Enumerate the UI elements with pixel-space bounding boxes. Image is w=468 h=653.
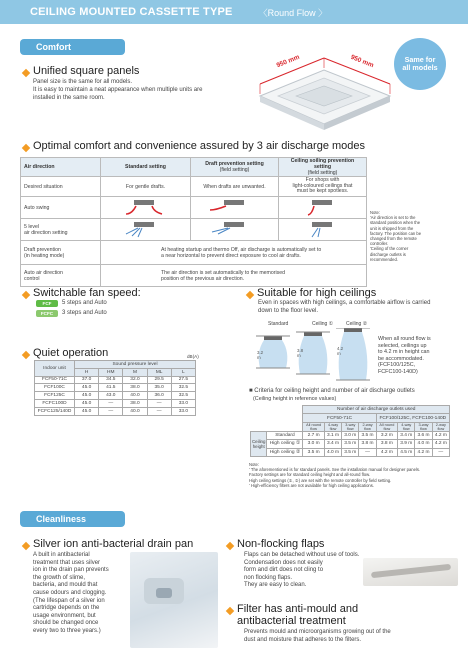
bullet-icon xyxy=(22,351,30,359)
swing-icon-ceiling xyxy=(279,197,367,219)
bullet-icon xyxy=(246,291,254,299)
same-for-all-badge: Same for all models xyxy=(394,38,446,90)
label-ceiling-1: Ceiling ① xyxy=(312,321,334,327)
height-ceiling-1: 3.8 m xyxy=(297,348,304,358)
bullet-icon xyxy=(226,542,234,550)
bullet-icon xyxy=(226,607,234,615)
ceiling-criteria-table: Number of air discharge outlets used FCF50-71C FCF100/125C, FCFC100-140D All round flow 4-way flow 3-way flow 2-way flow All round flow 4-way flow 3-way flow 2-way flow Ceiling height Standard 2.7 m 3.1 m 3.0 m 3.5 m 3.2 m 3.4 m 3.6 m 4.2 m High ceiling ① 3.0 m 3.4 m 3.5 m 3.8 m 3.8 m 3.9 m 4.0 m 4.2 m High ceiling ② 3.5 m 4.0 m 3.5 m — 4.2 m 4.5 m 4.2 m — xyxy=(250,405,450,457)
table-row: FCFC100D 45.0 — 38.0 — 33.0 xyxy=(35,399,196,407)
nonflock-text: Flaps can be detached without use of tools. Condensation does not easily form and dirt does not cling to non flocking flaps. They are easy to clean. xyxy=(244,552,360,589)
table-row: FCF125C 45.0 43.0 40.0 36.0 32.5 xyxy=(35,392,196,400)
ceiling-airflow-illustration xyxy=(256,328,376,384)
silver-heading: Silver ion anti-bacterial drain pan xyxy=(33,538,194,550)
label-ceiling-2: Ceiling ② xyxy=(346,321,368,327)
filter-text: Prevents mould and microorganisms growing out of the dust and moisture that adheres to the filters. xyxy=(244,629,391,643)
dimension-b: 950 mm xyxy=(349,53,375,70)
fcfc-badge: FCFC xyxy=(36,310,58,317)
quiet-heading: Quiet operation xyxy=(33,347,109,359)
table-row: Ceiling height Standard 2.7 m 3.1 m 3.0 m 3.5 m 3.2 m 3.4 m 3.6 m 4.2 m xyxy=(251,431,450,439)
ceilings-line2: down to the floor level. xyxy=(258,308,319,314)
bullet-icon xyxy=(22,144,30,152)
bullet-icon xyxy=(22,291,30,299)
page-title: CEILING MOUNTED CASSETTE TYPE xyxy=(30,6,233,18)
air-discharge-table: Air direction Standard setting Draft prevention setting (field setting) Ceiling soiling prevention setting (field setting) Desired situation For gentle drafts. When drafts are unwanted. For shops with light-coloured ceilings that must be kept spotless. Auto swing 5 level air direction setting Draft prevention (in heating mode) At heating startup and thermo Off, air discharge is automatically set to a near horizontal to prevent direct exposure to cool air drafts. Auto air direction control The air direction is set automatically to the memorised position of the previous air direction. xyxy=(20,157,367,287)
fcf-badge: FCF xyxy=(36,300,58,307)
section-comfort xyxy=(20,39,125,55)
section-cleanliness-label: Cleanliness xyxy=(36,514,87,524)
quiet-unit: dB(A) xyxy=(187,354,199,359)
bullet-icon xyxy=(22,542,30,550)
page-header xyxy=(0,0,468,24)
table-row: FCF100C 45.0 41.5 38.0 35.0 32.5 xyxy=(35,384,196,392)
nonflock-heading: Non-flocking flaps xyxy=(237,538,325,550)
criteria-subtitle: (Ceiling height in reference values) xyxy=(253,396,337,402)
bullet-icon xyxy=(22,69,30,77)
table-row: High ceiling ② 3.5 m 4.0 m 3.5 m — 4.2 m 4.5 m 4.2 m — xyxy=(251,448,450,456)
criteria-title: ■ Criteria for ceiling height and number of air discharge outlets xyxy=(249,388,415,394)
unified-heading: Unified square panels xyxy=(33,65,140,77)
label-standard: Standard xyxy=(268,321,289,327)
fcf-text: 5 steps and Auto xyxy=(62,300,107,306)
ceilings-notes: Note: ' The aforementioned is for standard panels. See the installation manual for designer panels. Factory settings are for standard ceiling height and all-round flow. High ceiling settings (①, ②) are set with the remote controller by field setting. ' High-efficiency filters are not available for high ceiling applications. xyxy=(249,462,421,488)
section-comfort-label: Comfort xyxy=(36,42,71,52)
filter-heading: Filter has anti-mould and antibacterial treatment xyxy=(237,603,359,627)
optimal-heading: Optimal comfort and convenience assured by 3 air discharge modes xyxy=(33,140,366,152)
swing-icon-standard xyxy=(101,197,191,219)
swing-icon-draft xyxy=(191,197,279,219)
drain-pan-photo xyxy=(130,552,218,648)
quiet-table: Indoor unit Sound pressure level H HM M ML L FCF50-71C 37.0 34.5 32.0 29.5 27.5 FCF100C 45.0 41.5 38.0 35.0 32.5 FCF125C 45.0 43.0 40.0 36.0 32.5 FCFC100D 45.0 — 38.0 — 33.0 FCFC125/140D 45.0 — 40.0 — 33.0 xyxy=(34,360,196,416)
page-subtitle: 〈Round Flow 〉 xyxy=(258,7,328,18)
ceilings-line1: Even in spaces with high ceilings, a comfortable airflow is carried xyxy=(258,300,431,306)
silver-text: A built in antibacterial treatment that uses silver ion in the drain pan prevents the growth of slime, bacteria, and mould that cause odours and clogging. (The lifespan of a silver ion cartridge depends on the usage environment, but should be changed once every two to three years.) xyxy=(33,552,109,634)
ceilings-heading: Suitable for high ceilings xyxy=(257,287,377,299)
table-row: FCF50-71C 37.0 34.5 32.0 29.5 27.5 xyxy=(35,376,196,384)
fan-heading: Switchable fan speed: xyxy=(33,287,141,299)
ceilings-side-text: When all round flow is selected, ceilings up to 4.2 m in height can be accommodated. (FCF100/125C, FCFC100-140D) xyxy=(378,336,431,375)
cassette-panel-illustration xyxy=(252,50,398,136)
height-ceiling-2: 4.2 m xyxy=(337,346,344,356)
fcfc-text: 3 steps and Auto xyxy=(62,310,107,316)
table-row: FCFC125/140D 45.0 — 40.0 — 33.0 xyxy=(35,407,196,415)
flap-photo xyxy=(363,558,458,586)
optimal-note: Note: 'Air direction is set to the standard position when the unit is shipped from the factory. The position can be changed from the remote controller. 'Ceiling of the corner discharge outlets is recommended. xyxy=(370,210,422,262)
unified-line2: It is easy to maintain a neat appearance when multiple units are xyxy=(33,87,203,93)
unified-line3: installed in the same room. xyxy=(33,95,105,101)
section-cleanliness xyxy=(20,511,125,527)
dimension-a: 950 mm xyxy=(275,53,301,70)
height-standard: 3.2 m xyxy=(257,350,264,360)
table-row: High ceiling ① 3.0 m 3.4 m 3.5 m 3.8 m 3.8 m 3.9 m 4.0 m 4.2 m xyxy=(251,440,450,448)
unified-line1: Panel size is the same for all models. xyxy=(33,79,133,85)
